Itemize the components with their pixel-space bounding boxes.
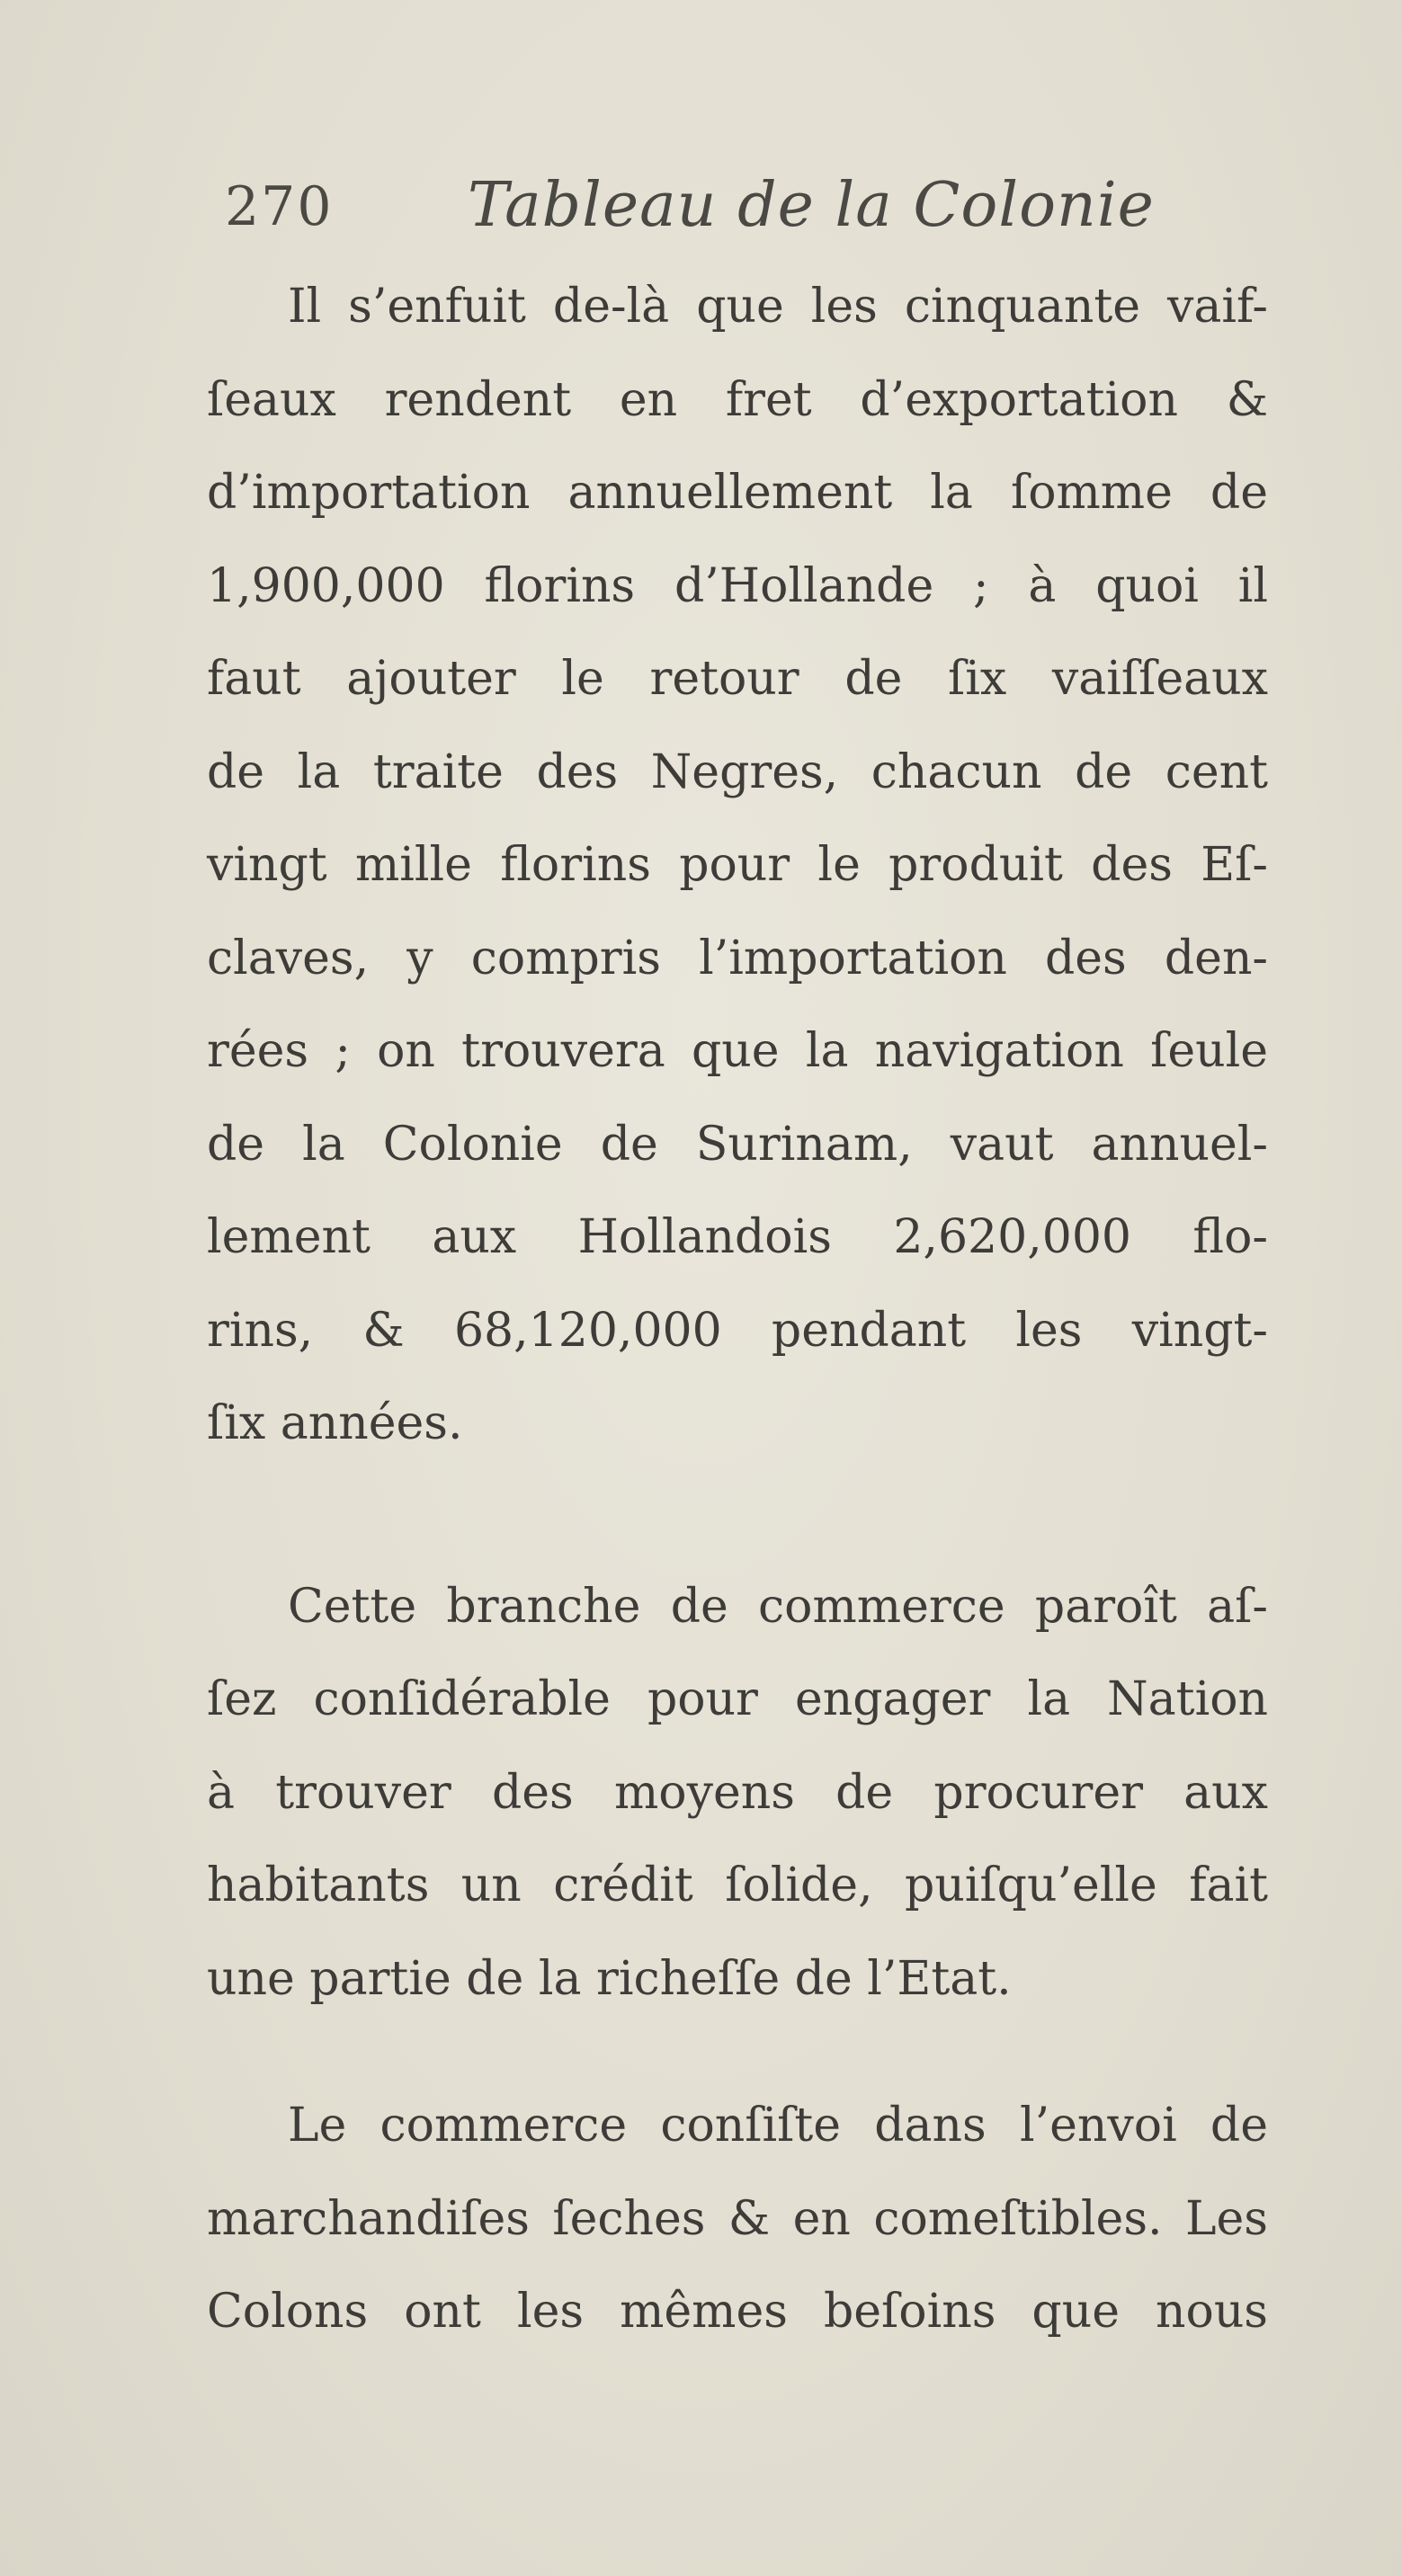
text-line: ſeaux rendent en fret d’exportation &: [207, 372, 1268, 427]
paragraph-spacer: [207, 2026, 1268, 2080]
body-text: [207, 261, 1268, 2359]
running-title: Tableau de la Colonie: [468, 170, 1155, 241]
text-line: vingt mille florins pour le produit des Eſ-: [207, 838, 1268, 892]
paragraph-3: [207, 2080, 1268, 2359]
text-line: rins, & 68,120,000 pendant les vingt-: [207, 1303, 1268, 1358]
text-line: ſix années.: [207, 1396, 463, 1450]
text-line: marchandiſes ſeches & en comeſtibles. Les: [207, 2191, 1268, 2246]
text-line: Le commerce conſiſte dans l’envoi de: [288, 2099, 1268, 2153]
page-header: [225, 170, 1214, 256]
paragraph-2: [207, 1561, 1268, 2027]
text-line: 1,900,000 florins d’Hollande ; à quoi il: [207, 558, 1268, 613]
text-line: rées ; on trouvera que la navigation ſeule: [207, 1024, 1268, 1078]
text-line: de la traite des Negres, chacun de cent: [207, 744, 1268, 799]
text-line: ſez conſidérable pour engager la Nation: [207, 1672, 1268, 1726]
text-line: faut ajouter le retour de ſix vaiſſeaux: [207, 652, 1268, 706]
text-line: habitants un crédit ſolide, puiſqu’elle fait: [207, 1858, 1268, 1912]
page-number: 270: [225, 175, 334, 238]
paragraph-1: [207, 261, 1268, 1471]
text-line: une partie de la richeſſe de l’Etat.: [207, 1951, 1012, 2006]
paragraph-spacer: [207, 1471, 1268, 1561]
text-line: Cette branche de commerce paroît aſ-: [288, 1579, 1268, 1634]
text-line: claves, y compris l’importation des den-: [207, 931, 1268, 985]
text-line: Colons ont les mêmes beſoins que nous: [207, 2285, 1268, 2339]
text-line: lement aux Hollandois 2,620,000 flo-: [207, 1210, 1268, 1264]
text-line: d’importation annuellement la ſomme de: [207, 466, 1268, 520]
text-line: de la Colonie de Surinam, vaut annuel-: [207, 1117, 1268, 1172]
text-line: Il s’enfuit de-là que les cinquante vaif-: [288, 280, 1268, 334]
text-line: à trouver des moyens de procurer aux: [207, 1765, 1268, 1820]
